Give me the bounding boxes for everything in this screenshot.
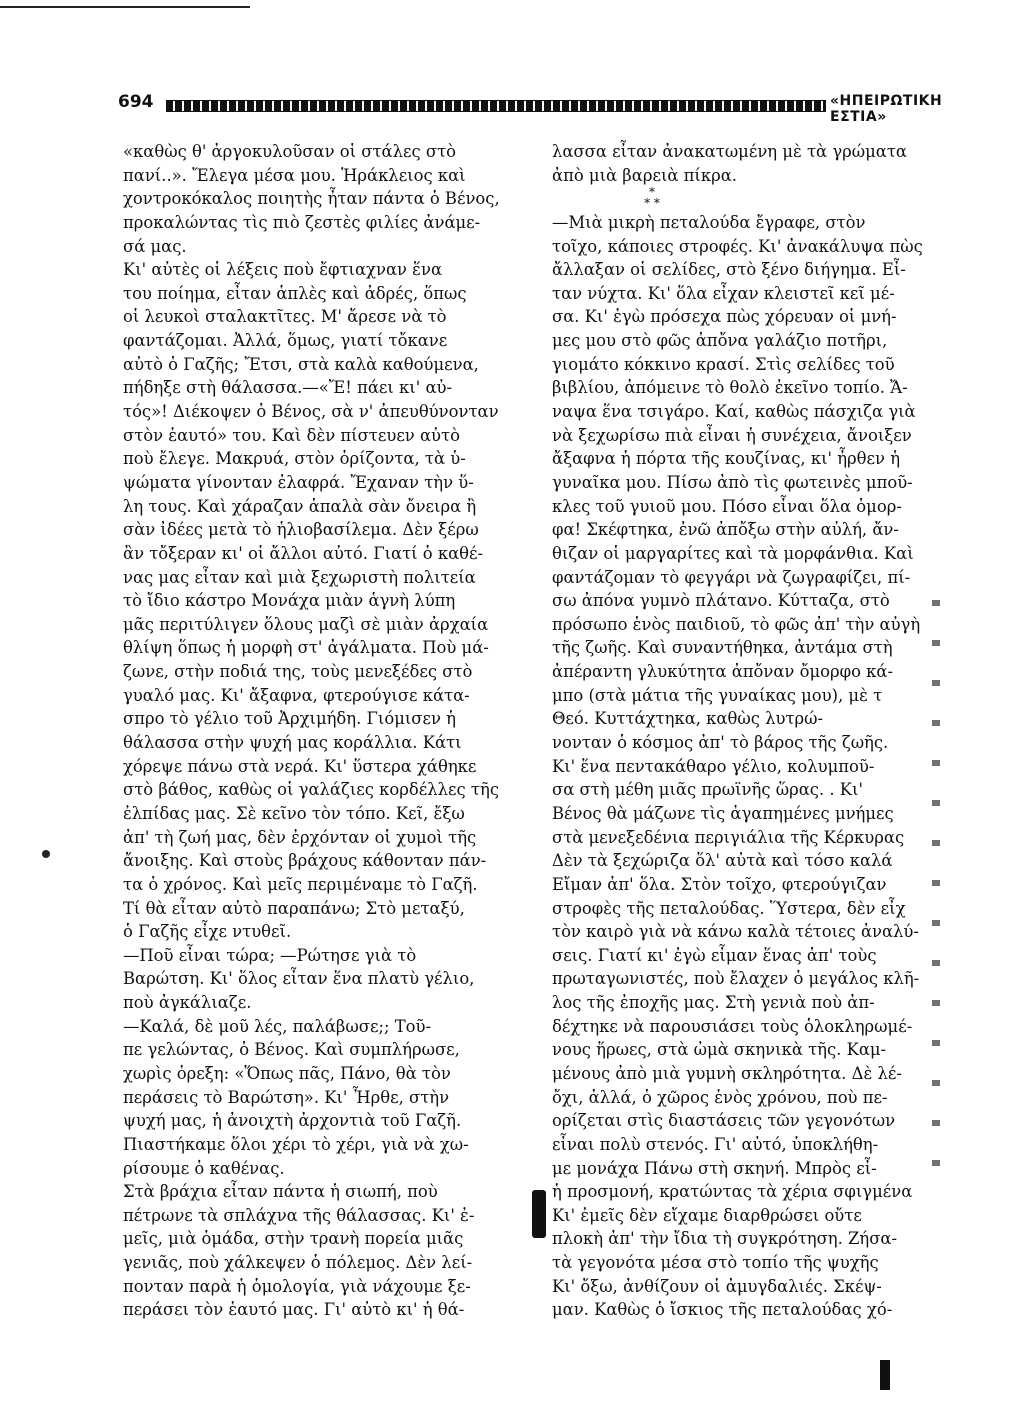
text-line: ναψα ἕνα τσιγάρο. Καί, καθὼς πάσχιζα γιὰ bbox=[552, 402, 916, 422]
text-line: ποὺ ἔλεγε. Μακρυά, στὸν ὁρίζοντα, τὰ ὑ- bbox=[123, 449, 466, 469]
text-line: σα. Κι' ἐγὼ πρόσεχα πὼς χόρευαν οἱ μνή- bbox=[552, 307, 897, 327]
text-line: σα στὴ μέθη μιᾶς πρωϊνῆς ὥρας. . Κι' bbox=[552, 780, 863, 800]
text-line: αὐτὸ ὁ Γαζῆς; Ἔτσι, στὰ καλὰ καθούμενα, bbox=[123, 354, 479, 374]
text-line: πρωταγωνιστές, ποὺ ἔλαχεν ὁ μεγάλος κλῆ- bbox=[552, 969, 920, 989]
text-line: οἱ λευκοὶ σταλακτῖτες. Μ' ἄρεσε νὰ τὸ bbox=[123, 307, 447, 327]
text-line: ἀπέραντη γλυκύτητα ἀπὄναν ὄμορφο κά- bbox=[552, 662, 894, 682]
text-line: Κι' ἐμεῖς δὲν εἴχαμε διαρθρώσει οὔτε bbox=[552, 1205, 862, 1225]
text-line: λος τῆς ἐποχῆς μας. Στὴ γενιὰ ποὺ ἀπ- bbox=[552, 993, 875, 1013]
text-line: νους ἥρωες, στὰ ὠμὰ σκηνικὰ τῆς. Καμ- bbox=[552, 1040, 887, 1060]
text-line: Κι' ἕνα πεντακάθαρο γέλιο, κολυμποῦ- bbox=[552, 756, 875, 776]
text-line: ἀπ' τὴ ζωή μας, δὲν ἐρχόνταν οἱ χυμοὶ τῆς bbox=[123, 827, 477, 847]
text-line: ἡ προσμονή, κρατώντας τὰ χέρια σφιγμένα bbox=[552, 1182, 913, 1202]
text-line: πονταν παρὰ ἡ ὁμολογία, γιὰ νάχουμε ξε- bbox=[123, 1276, 471, 1296]
text-column-right bbox=[552, 140, 962, 1322]
text-line: στὸ βάθος, καθὼς οἱ γαλάζιες κορδέλλες τῆς bbox=[123, 780, 500, 800]
text-line: —Ποῦ εἶναι τώρα; —Ρώτησε γιὰ τὸ bbox=[123, 945, 417, 965]
corner-mark bbox=[880, 1360, 890, 1390]
text-line: δέχτηκε νὰ παρουσιάσει τοὺς ὁλοκληρωμέ- bbox=[552, 1016, 913, 1036]
text-line: νονταν ὁ κόσμος ἀπ' τὸ βάρος τῆς ζωῆς. bbox=[552, 733, 889, 753]
text-line: ψώματα γίνονταν ἐλαφρά. Ἔχαναν τὴν ὕ- bbox=[123, 472, 474, 492]
text-line: μαν. Καθὼς ὁ ἴσκιος τῆς πεταλούδας χό- bbox=[552, 1300, 893, 1320]
text-line: ποὺ ἀγκάλιαζε. bbox=[123, 993, 252, 1013]
page-header bbox=[118, 92, 966, 125]
text-line: πανί..». Ἔλεγα μέσα μου. Ἡράκλειος καὶ bbox=[123, 165, 466, 185]
text-line: προκαλώντας τὶς πιὸ ζεστὲς φιλίες ἀνάμε- bbox=[123, 212, 481, 232]
text-line: ἐλπίδας μας. Σὲ κεῖνο τὸν τόπο. Κεῖ, ἔξω bbox=[123, 803, 465, 823]
text-line: τὰ γεγονότα μέσα στὸ τοπίο τῆς ψυχῆς bbox=[552, 1253, 879, 1273]
text-line: θλίψη ὅπως ἡ μορφὴ στ' ἀγάλματα. Ποὺ μά- bbox=[123, 638, 489, 658]
text-line: θιζαν οἱ μαργαρίτες καὶ τὰ μορφάνθια. Καὶ bbox=[552, 543, 914, 563]
text-line: στὸν ἑαυτό» του. Καὶ δὲν πίστευεν αὐτὸ bbox=[123, 425, 460, 445]
text-block-before-break bbox=[552, 140, 962, 187]
decorative-header-rule bbox=[166, 100, 826, 112]
text-line: γυαλό μας. Κι' ἄξαφνα, φτερούγισε κάτα- bbox=[123, 685, 470, 705]
text-line: ψυχή μας, ἡ ἀνοιχτὴ ἀρχοντιὰ τοῦ Γαζῆ. bbox=[123, 1111, 462, 1131]
text-line: Στὰ βράχια εἶταν πάντα ἡ σιωπή, ποὺ bbox=[123, 1182, 438, 1202]
text-line: στὰ μενεξεδένια περιγιάλια τῆς Κέρκυρας bbox=[552, 827, 905, 847]
text-line: Τί θὰ εἶταν αὐτὸ παραπάνω; Στὸ μεταξύ, bbox=[123, 898, 465, 918]
text-line: Πιαστήκαμε ὅλοι χέρι τὸ χέρι, γιὰ νὰ χω- bbox=[123, 1134, 469, 1154]
binding-edge-marks bbox=[932, 600, 940, 1200]
text-line: Εἴμαν ἀπ' ὅλα. Στὸν τοῖχο, φτερούγιζαν bbox=[552, 874, 887, 894]
text-line: φαντάζομαν τὸ φεγγάρι νὰ ζωγραφίζει, πί- bbox=[552, 567, 911, 587]
text-line: μες μου στὸ φῶς ἀπὄνα γαλάζιο ποτῆρι, bbox=[552, 331, 888, 351]
text-line: μᾶς περιτύλιγεν ὅλους μαζὶ σὲ μιὰν ἀρχαία bbox=[123, 614, 489, 634]
text-line: λασσα εἶταν ἀνακατωμένη μὲ τὰ γρώματα bbox=[552, 142, 907, 161]
text-line: βιβλίου, ἀπόμεινε τὸ θολὸ ἐκεῖνο τοπίο. Ἄ- bbox=[552, 378, 908, 398]
text-line: Κι' αὐτὲς οἱ λέξεις ποὺ ἔφτιαχναν ἕνα bbox=[123, 260, 443, 280]
text-line: «καθὼς θ' ἀργοκυλοῦσαν οἱ στάλες στὸ bbox=[123, 142, 456, 161]
text-line: λη τους. Καὶ χάραζαν ἁπαλὰ σὰν ὄνειρα ἢ bbox=[123, 496, 477, 516]
text-line: γυναῖκα μου. Πίσω ἀπὸ τὶς φωτεινὲς μποῦ- bbox=[552, 472, 913, 492]
text-line: ἄλλαξαν οἱ σελίδες, στὸ ξένο διήγημα. Εἶ- bbox=[552, 260, 906, 280]
text-line: στροφὲς τῆς πεταλούδας. Ὕστερα, δὲν εἶχ bbox=[552, 898, 906, 918]
text-line: ὄχι, ἀλλά, ὁ χῶρος ἑνὸς χρόνου, ποὺ πε- bbox=[552, 1087, 888, 1107]
text-line: Κι' ὄξω, ἀνθίζουν οἱ ἀμυγδαλιές. Σκέψ- bbox=[552, 1276, 882, 1296]
text-line: πρόσωπο ἑνὸς παιδιοῦ, τὸ φῶς ἀπ' τὴν αὐγὴ bbox=[552, 614, 921, 634]
text-line: εἶναι πολὺ στενός. Γι' αὐτό, ὑποκλήθη- bbox=[552, 1134, 879, 1154]
text-line: χωρὶς ὀρεξη: «Ὅπως πᾶς, Πάνο, θὰ τὸν bbox=[123, 1063, 451, 1083]
section-break-asterism: * * * bbox=[644, 185, 660, 211]
text-line: ταν νύχτα. Κι' ὅλα εἶχαν κλειστεῖ κεῖ μέ- bbox=[552, 283, 895, 303]
text-line: χόρεψε πάνω στὰ νερά. Κι' ὕστερα χάθηκε bbox=[123, 756, 477, 776]
text-line: ἄξαφνα ἡ πόρτα τῆς κουζίνας, κι' ἦρθεν ἡ bbox=[552, 449, 901, 469]
text-line: τὸν καιρὸ γιὰ νὰ κάνω καλὰ τέτοιες ἀναλύ- bbox=[552, 922, 919, 942]
text-line: Δὲν τὰ ξεχώριζα ὅλ' αὐτὰ καὶ τόσο καλά bbox=[552, 851, 893, 871]
text-line: τοῖχο, κάποιες στροφές. Κι' ἀνακάλυψα πὼς bbox=[552, 236, 923, 256]
text-line: πέτρωνε τὰ σπλάχνα τῆς θάλασσας. Κι' ἐ- bbox=[123, 1205, 475, 1225]
text-line: ἂν τὄξεραν κι' οἱ ἄλλοι αὐτό. Γιατί ὁ καθέ- bbox=[123, 543, 484, 563]
text-line: σά μας. bbox=[123, 236, 187, 256]
text-line: σὰν ἰδέες μετὰ τὸ ἡλιοβασίλεμα. Δὲν ξέρω bbox=[123, 520, 479, 540]
text-line: Βένος θὰ μάζωνε τὶς ἀγαπημένες μνήμες bbox=[552, 803, 894, 823]
text-line: γιομάτο κόκκινο κρασί. Στὶς σελίδες τοῦ bbox=[552, 354, 895, 374]
text-line: πε γελώντας, ὁ Βένος. Καὶ συμπλήρωσε, bbox=[123, 1040, 460, 1060]
text-line: μεῖς, μιὰ ὁμάδα, στὴν τρανὴ πορεία μιᾶς bbox=[123, 1229, 464, 1249]
text-line: μπο (στὰ μάτια τῆς γυναίκας μου), μὲ τ bbox=[552, 685, 883, 705]
text-line: του ποίημα, εἶταν ἁπλὲς καὶ ἀδρές, ὅπως bbox=[123, 283, 467, 303]
text-line: —Μιὰ μικρὴ πεταλούδα ἔγραφε, στὸν bbox=[552, 212, 866, 232]
text-line: τα ὁ χρόνος. Καὶ μεῖς περιμέναμε τὸ Γαζῆ. bbox=[123, 874, 478, 894]
text-line: —Καλά, δὲ μοῦ λές, παλάβωσε;; Τοῦ- bbox=[123, 1016, 432, 1036]
text-line: μένους ἀπὸ μιὰ γυμνὴ σκληρότητα. Δὲ λέ- bbox=[552, 1063, 902, 1083]
text-line: ἀπὸ μιὰ βαρειὰ πίκρα. bbox=[552, 165, 738, 185]
text-line: πλοκὴ ἀπ' τὴν ἴδια τὴ συγκρότηση. Ζήσα- bbox=[552, 1229, 898, 1249]
text-line: χοντροκόκαλος ποιητὴς ἦταν πάντα ὁ Βένος, bbox=[123, 189, 500, 209]
text-line: σω ἀπόνα γυμνὸ πλάτανο. Κύτταζα, στὸ bbox=[552, 591, 890, 611]
text-line: ρίσουμε ὁ καθένας. bbox=[123, 1158, 285, 1178]
text-line: με μονάχα Πάνω στὴ σκηνή. Μπρὸς εἶ- bbox=[552, 1158, 877, 1178]
text-column-left bbox=[123, 140, 533, 1322]
text-line: γενιᾶς, ποὺ χάλκεψεν ὁ πόλεμος. Δὲν λεί- bbox=[123, 1253, 473, 1273]
text-line: τὸ ἴδιο κάστρο Μονάχα μιὰν ἁγνὴ λύπη bbox=[123, 591, 456, 611]
scan-artifact-line bbox=[0, 6, 250, 8]
text-line: ὁ Γαζῆς εἶχε ντυθεῖ. bbox=[123, 922, 292, 942]
text-line: κλες τοῦ γυιοῦ μου. Πόσο εἶναι ὅλα ὁμορ- bbox=[552, 496, 902, 516]
text-line: πήδηξε στὴ θάλασσα.—«Ἔ! πάει κι' αὐ- bbox=[123, 378, 453, 398]
text-line: τῆς ζωῆς. Καὶ συναντήθηκα, ἀντάμα στὴ bbox=[552, 638, 893, 658]
text-line: φαντάζομαι. Ἀλλά, ὅμως, γιατί τὄκανε bbox=[123, 331, 448, 351]
text-line: Βαρώτση. Κι' ὅλος εἶταν ἕνα πλατὺ γέλιο, bbox=[123, 969, 475, 989]
text-line: Θεό. Κυττάχτηκα, καθὼς λυτρώ- bbox=[552, 709, 824, 729]
text-block-after-break bbox=[552, 211, 962, 1322]
text-line: νας μας εἶταν καὶ μιὰ ξεχωριστὴ πολιτεία bbox=[123, 567, 476, 587]
journal-title: «ΗΠΕΙΡΩΤΙΚΗ ΕΣΤΙΑ» bbox=[830, 93, 943, 125]
text-line: ορίζεται στὶς διαστάσεις τῶν γεγονότων bbox=[552, 1111, 896, 1131]
text-line: νὰ ξεχωρίσω πιὰ εἶναι ἡ συνέχεια, ἄνοιξεν bbox=[552, 425, 912, 445]
text-line: ἄνοιξης. Καὶ στοὺς βράχους κάθονταν πάν- bbox=[123, 851, 487, 871]
text-line: θάλασσα στὴν ψυχή μας κοράλλια. Κάτι bbox=[123, 733, 462, 753]
text-line: περάσεις τὸ Βαρώτση». Κι' Ἦρθε, στὴν bbox=[123, 1087, 450, 1107]
text-line: ζωνε, στὴν ποδιά της, τοὺς μενεξέδες στὸ bbox=[123, 662, 473, 682]
text-line: τός»! Διέκοψεν ὁ Βένος, σὰ ν' ἀπευθύνονταν bbox=[123, 402, 499, 422]
text-line: σπρο τὸ γέλιο τοῦ Ἀρχιμήδη. Γιόμισεν ἡ bbox=[123, 709, 456, 729]
ink-blot bbox=[532, 1190, 546, 1238]
margin-bullet bbox=[42, 850, 50, 858]
page-number: 694 bbox=[118, 92, 154, 112]
text-line: σεις. Γιατί κι' ἐγὼ εἶμαν ἕνας ἀπ' τοὺς bbox=[552, 945, 877, 965]
text-line: περάσει τὸν ἑαυτό μας. Γι' αὐτὸ κι' ἡ θά- bbox=[123, 1300, 465, 1320]
text-line: φα! Σκέφτηκα, ἐνῶ ἀπὄξω στὴν αὐλή, ἄν- bbox=[552, 520, 899, 540]
